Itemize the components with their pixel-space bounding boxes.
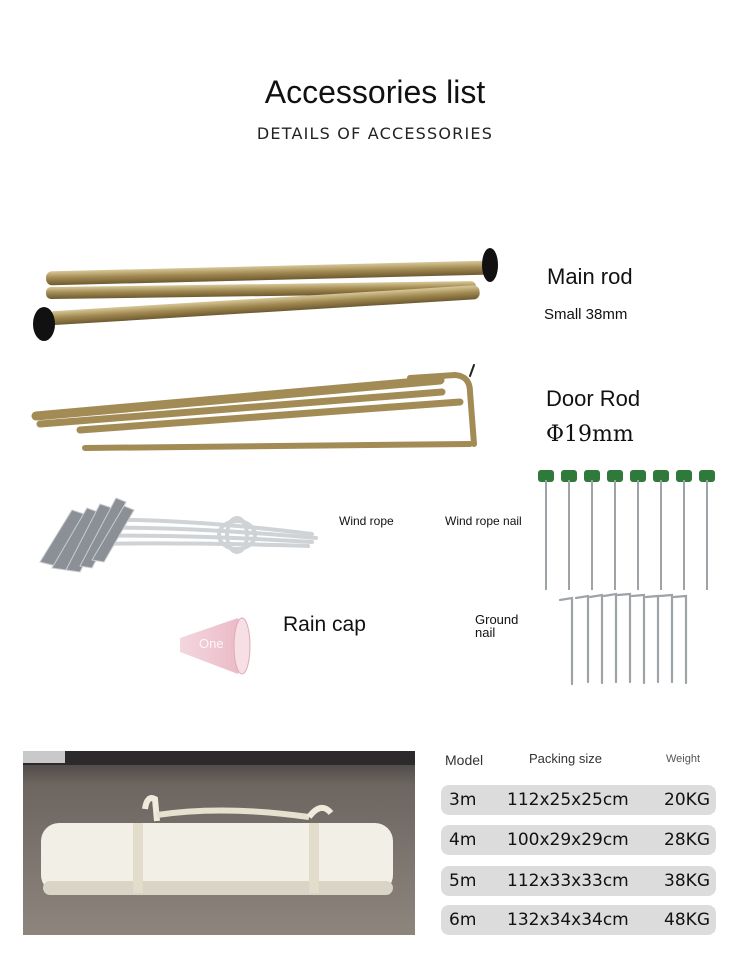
table-row: [441, 866, 716, 896]
row-model: 5m: [449, 871, 477, 891]
main-rod-image: [28, 240, 508, 350]
row-packing-size: 112x25x25cm: [507, 790, 629, 810]
row-model: 6m: [449, 910, 477, 930]
row-packing-size: 132x34x34cm: [507, 910, 629, 930]
row-model: 4m: [449, 830, 477, 850]
row-weight: 20KG: [664, 790, 710, 810]
ground-nail-label: Ground nail: [475, 612, 519, 640]
door-rod-label: Door Rod: [546, 386, 641, 411]
tent-bag-photo: [23, 751, 415, 935]
ground-nail-image: [556, 590, 696, 688]
row-packing-size: 100x29x29cm: [507, 830, 629, 850]
wind-rope-image: [32, 490, 322, 580]
rain-cap-label: Rain cap: [283, 613, 366, 636]
row-weight: 48KG: [664, 910, 710, 930]
wind-rope-nail-image: [536, 464, 722, 594]
row-packing-size: 112x33x33cm: [507, 871, 629, 891]
door-rod-spec: Φ19mm: [546, 422, 634, 447]
wind-rope-label: Wind rope: [339, 514, 394, 528]
table-header-packing-size: Packing size: [529, 751, 602, 766]
main-rod-spec: Small 38mm: [544, 306, 628, 323]
rain-cap-watermark: One: [199, 636, 224, 651]
row-weight: 28KG: [664, 830, 710, 850]
door-rod-image: [30, 362, 480, 462]
table-header-weight: Weight: [666, 753, 701, 765]
page-title: Accessories list: [264, 74, 486, 110]
row-weight: 38KG: [664, 871, 710, 891]
table-row: [441, 825, 716, 855]
table-row: [441, 785, 716, 815]
table-header-model: Model: [445, 752, 484, 768]
table-row: [441, 905, 716, 935]
row-model: 3m: [449, 790, 477, 810]
main-rod-label: Main rod: [547, 264, 633, 289]
wind-rope-nail-label: Wind rope nail: [445, 514, 522, 528]
page-subtitle: DETAILS OF ACCESSORIES: [256, 124, 494, 143]
